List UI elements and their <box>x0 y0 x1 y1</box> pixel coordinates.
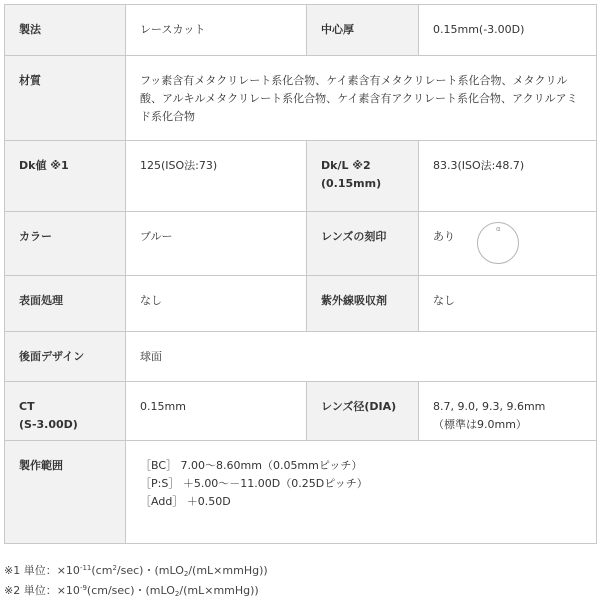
label-uv-absorber: 紫外線吸収剤 <box>307 276 419 332</box>
label-diameter: レンズ径(DIA) <box>307 382 419 441</box>
label-material: 材質 <box>5 56 126 141</box>
spec-table <box>4 4 597 544</box>
engraving-wrap <box>433 225 584 246</box>
value-dk-l: 83.3(ISO法:48.7) <box>419 141 597 212</box>
value-diameter-line2: （標準は9.0mm） <box>433 418 527 431</box>
value-engraving: あり <box>433 230 455 243</box>
label-back-design: 後面デザイン <box>5 332 126 382</box>
value-color: ブルー <box>126 212 307 276</box>
label-ct-line2: (S-3.00D) <box>19 418 78 431</box>
value-material: フッ素含有メタクリレート系化合物、ケイ素含有メタクリレート系化合物、メタクリル酸、アルキルメタクリレート系化合物、ケイ素含有アクリレート系化合物、アクリルアミド系化合物 <box>126 56 597 141</box>
label-ct <box>5 382 126 441</box>
value-surface-treatment: なし <box>126 276 307 332</box>
label-surface-treatment: 表面処理 <box>5 276 126 332</box>
label-dk-l-line2: (0.15mm) <box>321 177 382 190</box>
range-bc: ［BC］ 7.00～8.60mm（0.05mmピッチ） <box>140 459 363 472</box>
label-center-thickness: 中心厚 <box>307 5 419 56</box>
table-row <box>5 441 597 544</box>
value-engraving-cell <box>419 212 597 276</box>
label-ct-line1: CT <box>19 400 35 413</box>
table-row <box>5 332 597 382</box>
range-add: ［Add］ ＋0.50D <box>140 495 231 508</box>
table-row <box>5 141 597 212</box>
value-production-range <box>126 441 597 544</box>
value-ct: 0.15mm <box>126 382 307 441</box>
value-center-thickness: 0.15mm(-3.00D) <box>419 5 597 56</box>
value-back-design: 球面 <box>126 332 597 382</box>
label-dk-l <box>307 141 419 212</box>
label-dk-l-line1: Dk/L ※2 <box>321 159 371 172</box>
range-ps: ［P:S］ ＋5.00～－11.00D（0.25Dピッチ） <box>140 477 368 490</box>
label-engraving: レンズの刻印 <box>307 212 419 276</box>
value-dk: 125(ISO法:73) <box>126 141 307 212</box>
table-row <box>5 212 597 276</box>
value-diameter-line1: 8.7, 9.0, 9.3, 9.6mm <box>433 400 546 413</box>
footnote-1: ※1 単位：$\times 10^{-11}(cm^2/\sec)$・(mLO$_2$/(mL×mmHg)) <box>4 564 268 578</box>
label-production-range: 製作範囲 <box>5 441 126 544</box>
table-row <box>5 382 597 441</box>
label-color: カラー <box>5 212 126 276</box>
value-uv-absorber: なし <box>419 276 597 332</box>
value-manufacturing: レースカット <box>126 5 307 56</box>
footnote-2: ※2 単位：$\times 10^{-9}(cm/\sec)$・(mLO$_2$/(mL×mmHg)) <box>4 584 259 598</box>
lens-engraving-mark: α <box>496 225 501 233</box>
label-dk: Dk値 ※1 <box>5 141 126 212</box>
label-manufacturing: 製法 <box>5 5 126 56</box>
value-diameter <box>419 382 597 441</box>
footnotes <box>4 561 268 601</box>
table-row <box>5 5 597 56</box>
table-row <box>5 56 597 141</box>
lens-engraving-circle-icon <box>477 222 519 264</box>
table-row <box>5 276 597 332</box>
